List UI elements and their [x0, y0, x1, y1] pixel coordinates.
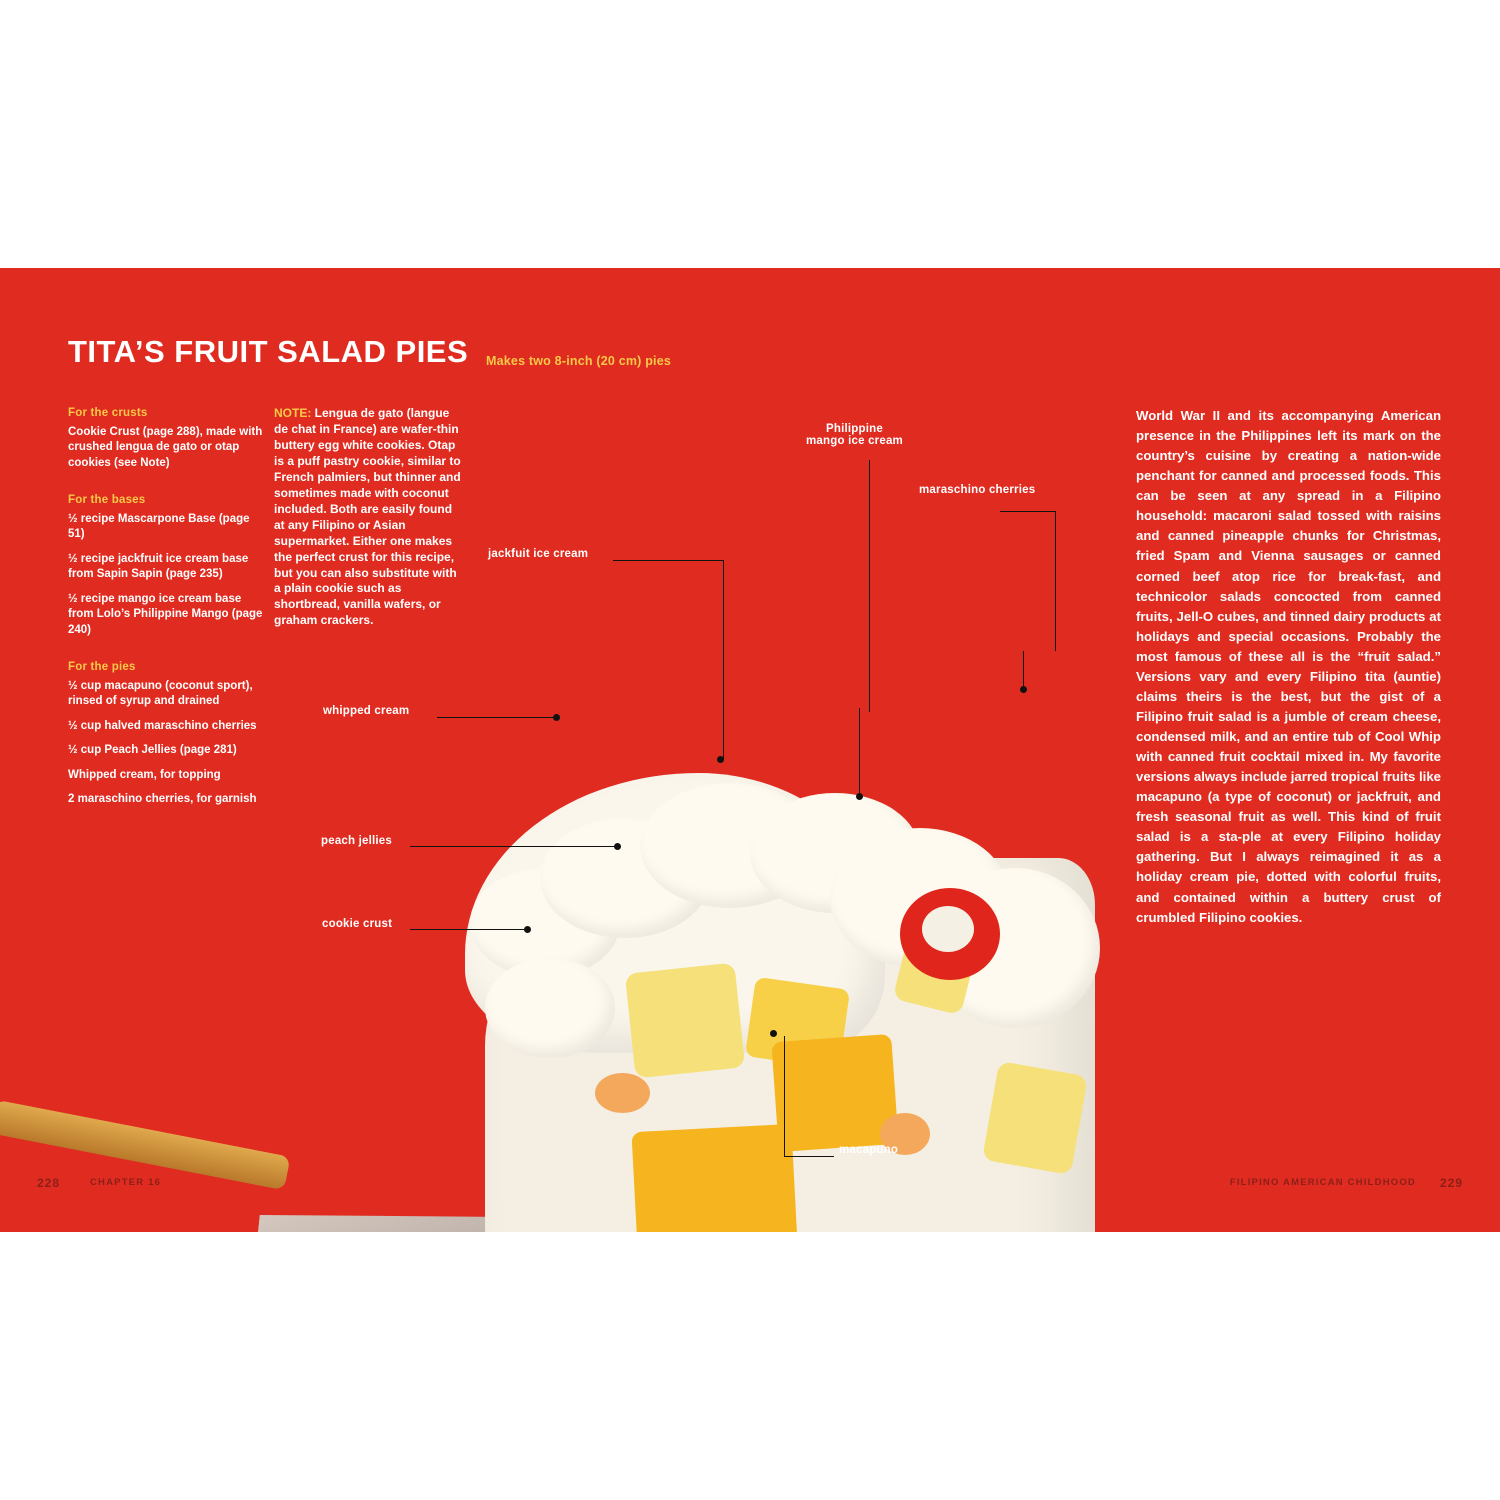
callout-leader-line — [784, 1156, 834, 1157]
maraschino-cherry-highlight — [922, 906, 974, 952]
ingredient-item: ½ cup macapuno (coconut sport), rinsed of syrup and drained — [68, 679, 253, 708]
cookbook-spread — [0, 268, 1500, 1232]
callout-leader-line — [410, 929, 528, 930]
ingredient-item: ½ recipe mango ice cream base from Lolo’s Philippine Mango (page 240) — [68, 592, 263, 636]
jackfruit-ice-cream-chunk — [982, 1061, 1088, 1175]
callout-leader-line — [410, 846, 618, 847]
folio-right-page-number: 229 — [1439, 1176, 1463, 1190]
callout-whipped-cream-label: whipped cream — [323, 705, 410, 717]
mango-ice-cream-chunk — [631, 1124, 798, 1232]
callout-endpoint-dot — [717, 756, 724, 763]
section-heading-bases: For the bases — [68, 494, 146, 507]
folio-left-chapter: CHAPTER 16 — [90, 1177, 162, 1188]
folio-right-section: FILIPINO AMERICAN CHILDHOOD — [1229, 1177, 1416, 1188]
ingredient-item: 2 maraschino cherries, for garnish — [68, 793, 257, 806]
callout-leader-line — [723, 560, 724, 760]
note-label: NOTE: — [274, 406, 312, 420]
callout-leader-line — [1023, 651, 1024, 689]
callout-leader-line — [1000, 511, 1055, 512]
ingredient-item: ½ cup halved maraschino cherries — [68, 719, 257, 732]
ingredient-item: Cookie Crust (page 288), made with crushed lengua de gato or otap cookies (see Note) — [68, 425, 263, 469]
callout-cookie-crust-label: cookie crust — [322, 918, 393, 930]
callout-leader-line — [613, 560, 723, 561]
callout-endpoint-dot — [770, 1030, 777, 1037]
callout-maraschino-label: maraschino cherries — [919, 484, 1036, 496]
callout-leader-line — [859, 708, 860, 798]
callout-leader-line — [784, 1036, 785, 1156]
ingredient-item: ½ recipe jackfruit ice cream base from Sapin Sapin (page 235) — [68, 552, 249, 581]
callout-jackfruit-label: jackfuit ice cream — [488, 548, 589, 560]
note-text: Lengua de gato (langue de chat in France) are wafer-thin buttery egg white cookies. Otap is a puff pastry cookie, similar to French palmiers, but thinner and sometimes made with coconut included. Both are easily found at any Filipino or Asian supermarket. Either one makes the perfect crust for this recipe, but you can also substitute with a plain cookie such as shortbread, vanilla wafers, or graham crackers. — [274, 406, 461, 628]
ingredient-item: ½ cup Peach Jellies (page 281) — [68, 744, 237, 757]
callout-leader-line — [437, 717, 557, 718]
ingredient-item: ½ recipe Mascarpone Base (page 51) — [68, 512, 250, 541]
yield-text: Makes two 8-inch (20 cm) pies — [486, 354, 672, 368]
page-title: TITA’S FRUIT SALAD PIES — [68, 334, 469, 369]
folio-left-page-number: 228 — [37, 1176, 61, 1190]
callout-peach-jellies-label: peach jellies — [321, 835, 392, 847]
section-heading-pies: For the pies — [68, 661, 136, 674]
callout-philippine-mango-label: Philippine mango ice cream — [806, 423, 903, 447]
section-heading-crusts: For the crusts — [68, 407, 148, 419]
headnote-text: World War II and its accompanying American presence in the Philippines left its mark on the country’s cuisine by creating a nation-wide penchant for canned and processed foods. This can be seen at any spread in a Filipino household: macaroni salad tossed with raisins and canned pineapple chunks for Christmas, fried Spam and Vienna sausages or canned corned beef atop rice for break-fast, and technicolor salads concocted from canned fruits, Jell-O cubes, and tinned dairy products at holidays and special occasions. Probably the most famous of these all is the “fruit salad.” Versions vary and every Filipino tita (auntie) claims theirs is the best, but the gist of a Filipino fruit salad is a jumble of cream cheese, condensed milk, and an entire tub of Cool Whip with canned fruit cocktail mixed in. My favorite versions always include jarred tropical fruits like macapuno (a type of coconut) or jackfruit, and fresh seasonal fruit as well. This kind of fruit salad is a sta-ple at every Filipino holiday gathering. But I always reimagined it as a holiday cream pie, dotted with colorful fruits, and contained within a buttery crust of crumbled Filipino cookies. — [1136, 408, 1441, 925]
peach-jelly-piece — [595, 1073, 650, 1113]
callout-endpoint-dot — [614, 843, 621, 850]
callout-endpoint-dot — [553, 714, 560, 721]
callout-macapuno-label: macapuno — [839, 1144, 899, 1156]
callout-endpoint-dot — [524, 926, 531, 933]
ingredient-item: Whipped cream, for topping — [68, 768, 221, 781]
ingredients-column — [68, 406, 263, 817]
whipped-swirl — [485, 958, 615, 1058]
jackfruit-ice-cream-chunk — [625, 963, 745, 1079]
pie-photograph — [430, 568, 1130, 1128]
callout-leader-line — [869, 460, 870, 712]
callout-leader-line — [1055, 511, 1056, 651]
